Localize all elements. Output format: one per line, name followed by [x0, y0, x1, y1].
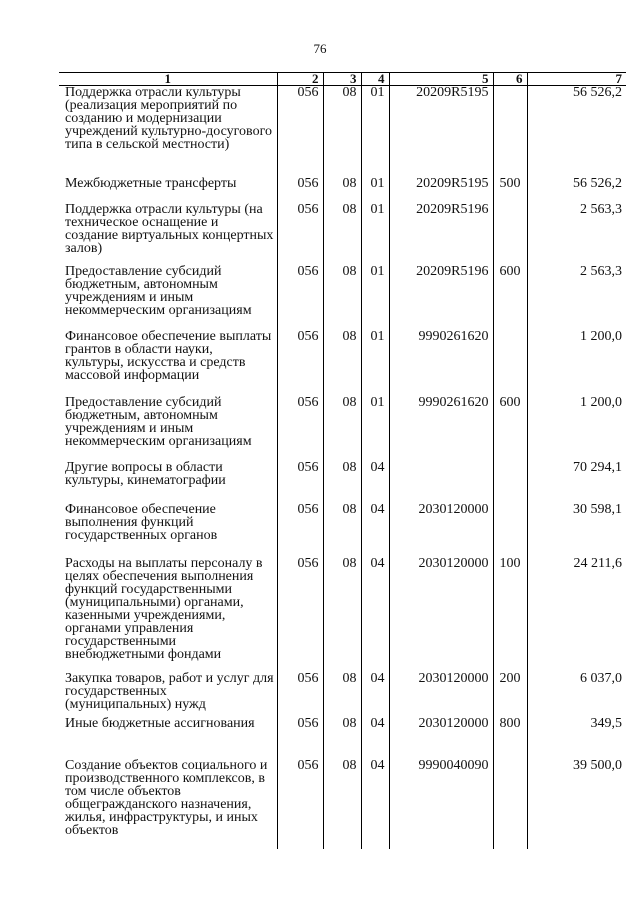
row-amount: 56 526,2: [527, 177, 626, 203]
table-header-row: [59, 73, 626, 86]
row-section: 08: [323, 717, 361, 759]
row-expense-type: [493, 203, 527, 265]
row-target-article: 2030120000: [389, 503, 493, 557]
row-subsection: 01: [361, 265, 389, 330]
row-name: Поддержка отрасли культуры (на техническое оснащение и создание виртуальных концертных залов): [65, 201, 274, 256]
table-row: [59, 717, 626, 759]
row-name: Финансовое обеспечение выплаты грантов в области науки, культуры, искусства и средств массовой информации: [65, 328, 272, 383]
row-target-article: 2030120000: [389, 717, 493, 759]
column-header-6: 6: [493, 73, 527, 86]
row-target-article: 20209R5195: [389, 86, 493, 177]
budget-table: [59, 72, 626, 849]
row-grbs: 056: [277, 717, 323, 759]
row-expense-type: 200: [493, 672, 527, 717]
row-target-article: 20209R5196: [389, 203, 493, 265]
row-subsection: 04: [361, 503, 389, 557]
row-amount: 1 200,0: [527, 396, 626, 461]
row-section: 08: [323, 330, 361, 396]
row-target-article: [389, 461, 493, 503]
row-grbs: 056: [277, 330, 323, 396]
row-subsection: 04: [361, 759, 389, 849]
table-row: [59, 557, 626, 672]
row-target-article: 20209R5195: [389, 177, 493, 203]
row-expense-type: 500: [493, 177, 527, 203]
table-row: [59, 396, 626, 461]
row-grbs: 056: [277, 86, 323, 177]
row-target-article: 2030120000: [389, 672, 493, 717]
row-grbs: 056: [277, 557, 323, 672]
row-grbs: 056: [277, 759, 323, 849]
row-name: Поддержка отрасли культуры (реализация мероприятий по созданию и модернизации учреждений культурно-досугового типа в сельской местности): [65, 85, 272, 152]
row-section: 08: [323, 265, 361, 330]
row-name: Расходы на выплаты персоналу в целях обеспечения выполнения функций государственными (муниципальными) органами, казенными учреждениями, органами управления государственными внебюджетными фондами: [65, 555, 263, 662]
row-amount: 56 526,2: [527, 86, 626, 177]
row-name: Иные бюджетные ассигнования: [65, 715, 255, 731]
table-row: [59, 177, 626, 203]
row-grbs: 056: [277, 265, 323, 330]
table-row: [59, 86, 626, 177]
row-grbs: 056: [277, 396, 323, 461]
row-grbs: 056: [277, 461, 323, 503]
row-section: 08: [323, 759, 361, 849]
row-grbs: 056: [277, 503, 323, 557]
row-section: 08: [323, 672, 361, 717]
row-name: Финансовое обеспечение выполнения функций государственных органов: [65, 501, 218, 543]
row-expense-type: [493, 759, 527, 849]
row-section: 08: [323, 86, 361, 177]
row-expense-type: 600: [493, 396, 527, 461]
row-grbs: 056: [277, 203, 323, 265]
row-subsection: 01: [361, 396, 389, 461]
table-row: [59, 672, 626, 717]
row-expense-type: [493, 461, 527, 503]
row-name: Закупка товаров, работ и услуг для государственных (муниципальных) нужд: [65, 670, 274, 712]
row-subsection: 01: [361, 177, 389, 203]
row-subsection: 04: [361, 557, 389, 672]
row-amount: 30 598,1: [527, 503, 626, 557]
row-subsection: 04: [361, 717, 389, 759]
row-amount: 24 211,6: [527, 557, 626, 672]
row-subsection: 04: [361, 461, 389, 503]
row-amount: 39 500,0: [527, 759, 626, 849]
table-row: [59, 503, 626, 557]
table-row: [59, 330, 626, 396]
row-expense-type: [493, 330, 527, 396]
column-header-5: 5: [389, 73, 493, 86]
column-header-4: 4: [361, 73, 389, 86]
row-amount: 349,5: [527, 717, 626, 759]
row-expense-type: 600: [493, 265, 527, 330]
row-name: Предоставление субсидий бюджетным, автономным учреждениям и иным некоммерческим организациям: [65, 263, 252, 318]
row-subsection: 01: [361, 86, 389, 177]
row-name: Другие вопросы в области культуры, кинематографии: [65, 459, 226, 488]
table-row: [59, 265, 626, 330]
row-section: 08: [323, 396, 361, 461]
table-row: [59, 461, 626, 503]
column-header-1: 1: [59, 73, 277, 86]
row-amount: 2 563,3: [527, 203, 626, 265]
row-grbs: 056: [277, 672, 323, 717]
row-expense-type: [493, 503, 527, 557]
row-name: Предоставление субсидий бюджетным, автономным учреждениям и иным некоммерческим организациям: [65, 394, 252, 449]
column-header-7: 7: [527, 73, 626, 86]
row-section: 08: [323, 461, 361, 503]
row-amount: 70 294,1: [527, 461, 626, 503]
row-amount: 1 200,0: [527, 330, 626, 396]
row-target-article: 20209R5196: [389, 265, 493, 330]
row-target-article: 9990261620: [389, 396, 493, 461]
column-header-2: 2: [277, 73, 323, 86]
row-expense-type: 100: [493, 557, 527, 672]
row-section: 08: [323, 177, 361, 203]
row-target-article: 2030120000: [389, 557, 493, 672]
row-amount: 2 563,3: [527, 265, 626, 330]
row-section: 08: [323, 203, 361, 265]
row-subsection: 01: [361, 203, 389, 265]
row-target-article: 9990040090: [389, 759, 493, 849]
row-name: Создание объектов социального и производственного комплексов, в том числе объектов общегражданского назначения, жилья, инфраструктуры, и иных объектов: [65, 757, 268, 838]
row-target-article: 9990261620: [389, 330, 493, 396]
table-row: [59, 203, 626, 265]
column-header-3: 3: [323, 73, 361, 86]
page-number: 76: [313, 41, 327, 56]
row-expense-type: 800: [493, 717, 527, 759]
row-grbs: 056: [277, 177, 323, 203]
row-section: 08: [323, 503, 361, 557]
row-subsection: 01: [361, 330, 389, 396]
row-expense-type: [493, 86, 527, 177]
row-section: 08: [323, 557, 361, 672]
row-name: Межбюджетные трансферты: [65, 175, 237, 191]
row-amount: 6 037,0: [527, 672, 626, 717]
row-subsection: 04: [361, 672, 389, 717]
table-row: [59, 759, 626, 849]
